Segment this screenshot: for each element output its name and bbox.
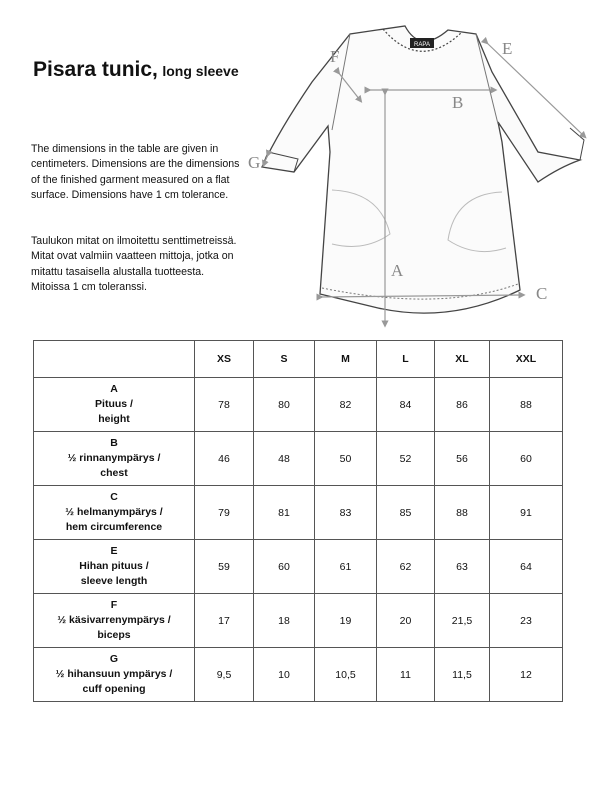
measurement-code: G xyxy=(109,653,119,665)
measurement-name-en: chest xyxy=(100,467,128,479)
measurement-value: 81 xyxy=(254,486,315,540)
size-header: XXL xyxy=(490,341,563,378)
measurement-value: 61 xyxy=(315,540,377,594)
title-sub: long sleeve xyxy=(162,63,239,79)
measurement-value: 88 xyxy=(490,378,563,432)
tunic-body-outline xyxy=(262,26,580,313)
measurement-name-en: biceps xyxy=(97,629,131,641)
measurement-name-en: hem circumference xyxy=(65,521,163,533)
measurement-code: F xyxy=(110,599,118,611)
label-e: E xyxy=(502,39,513,58)
measurement-name-cell xyxy=(34,540,195,594)
title-main: Pisara tunic, xyxy=(33,58,158,81)
table-row xyxy=(34,594,563,648)
measurement-value: 56 xyxy=(435,432,490,486)
measurement-value: 84 xyxy=(377,378,435,432)
size-header: S xyxy=(254,341,315,378)
table-row xyxy=(34,432,563,486)
measurement-value: 78 xyxy=(195,378,254,432)
measurement-name-fi: ½ käsivarrenympärys / xyxy=(57,614,171,626)
size-header: XS xyxy=(195,341,254,378)
table-row xyxy=(34,540,563,594)
measurement-value: 11 xyxy=(377,648,435,702)
table-row xyxy=(34,378,563,432)
measurement-name-cell xyxy=(34,594,195,648)
measurement-name-cell xyxy=(34,378,195,432)
right-cuff xyxy=(570,128,584,160)
measurement-value: 10 xyxy=(254,648,315,702)
label-b: B xyxy=(452,93,464,112)
measurement-name-fi: ½ rinnanympärys / xyxy=(67,452,161,464)
size-header-row xyxy=(34,341,563,378)
measurement-value: 63 xyxy=(435,540,490,594)
measurement-value: 18 xyxy=(254,594,315,648)
measurement-value: 88 xyxy=(435,486,490,540)
label-a: A xyxy=(391,261,404,280)
measurement-code: A xyxy=(110,383,118,395)
measurement-name-en: sleeve length xyxy=(80,575,148,587)
measurement-code: C xyxy=(110,491,118,503)
description-finnish: Taulukon mitat on ilmoitettu senttimetreissä. Mitat ovat valmiin vaatteen mittoja, jotka on mitattu tasaisella alustalla tuotteesta. Mitoissa 1 cm toleranssi. xyxy=(31,235,237,294)
size-header: XL xyxy=(435,341,490,378)
table-row xyxy=(34,648,563,702)
measurement-value: 17 xyxy=(195,594,254,648)
measurement-value: 62 xyxy=(377,540,435,594)
measurement-value: 23 xyxy=(490,594,563,648)
measurement-name-cell xyxy=(34,432,195,486)
measurement-value: 48 xyxy=(254,432,315,486)
measurement-code: B xyxy=(110,437,118,449)
measurement-value: 11,5 xyxy=(435,648,490,702)
measurement-value: 9,5 xyxy=(195,648,254,702)
size-table xyxy=(33,340,563,702)
measurement-value: 82 xyxy=(315,378,377,432)
measurement-value: 80 xyxy=(254,378,315,432)
measurement-value: 79 xyxy=(195,486,254,540)
measurement-value: 52 xyxy=(377,432,435,486)
label-c: C xyxy=(536,284,548,303)
measurement-value: 59 xyxy=(195,540,254,594)
measurement-value: 64 xyxy=(490,540,563,594)
measurement-value: 19 xyxy=(315,594,377,648)
measurement-name-fi: Hihan pituus / xyxy=(79,560,149,572)
description-english: The dimensions in the table are given in centimeters. Dimensions are the dimensions of the finished garment measured on a flat surface. Dimensions have 1 cm tolerance. xyxy=(31,143,240,202)
measurement-value: 86 xyxy=(435,378,490,432)
size-header: M xyxy=(315,341,377,378)
measurement-value: 83 xyxy=(315,486,377,540)
measurement-value: 60 xyxy=(254,540,315,594)
table-row xyxy=(34,486,563,540)
measurement-value: 91 xyxy=(490,486,563,540)
measurement-name-fi: ½ helmanympärys / xyxy=(65,506,163,518)
page-title xyxy=(33,58,239,82)
label-g: G xyxy=(248,153,261,172)
size-header: L xyxy=(377,341,435,378)
label-f: F xyxy=(330,47,340,66)
measurement-name-en: height xyxy=(98,413,130,425)
measurement-value: 20 xyxy=(377,594,435,648)
measurement-code: E xyxy=(110,545,118,557)
measurement-name-cell xyxy=(34,486,195,540)
measurement-name-en: cuff opening xyxy=(82,683,146,695)
measurement-value: 46 xyxy=(195,432,254,486)
measurement-name-fi: ½ hihansuun ympärys / xyxy=(55,668,173,680)
measurement-value: 60 xyxy=(490,432,563,486)
measurement-value: 10,5 xyxy=(315,648,377,702)
corner-cell xyxy=(34,341,195,378)
measurement-value: 21,5 xyxy=(435,594,490,648)
measurement-name-cell xyxy=(34,648,195,702)
measurement-name-fi: Pituus / xyxy=(95,398,133,410)
measurement-value: 12 xyxy=(490,648,563,702)
measurement-value: 85 xyxy=(377,486,435,540)
measurement-value: 50 xyxy=(315,432,377,486)
brand-tag: RAPA xyxy=(414,42,430,48)
garment-illustration xyxy=(240,12,600,332)
